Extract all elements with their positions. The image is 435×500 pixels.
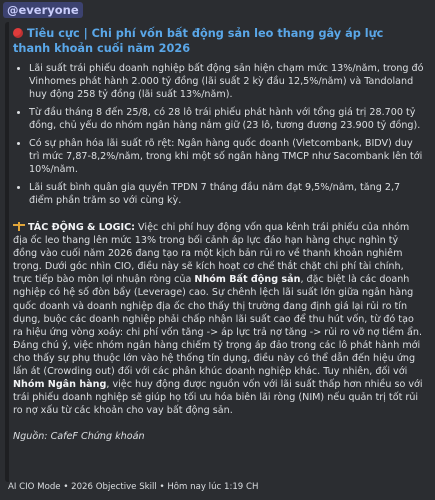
red-circle-icon xyxy=(13,28,23,38)
everyone-mention[interactable]: @everyone xyxy=(3,2,83,18)
impact-text-2: , đặc biệt là các doanh nghiệp có hệ số đòn bẩy (Leverage) cao. Sự chênh lệch lãi suất lớn giữa ngân hàng quốc doanh và doanh nghiệp địa ốc cho thấy thị trường đang định giá lại rủi ro tín dụng, buộc các doanh nghiệp phải chấp nhận lãi suất cao để thu hút vốn, từ đó tạo ra hiệu ứng vòng xoáy: chi phí vốn tăng -> áp lực trả nợ tăng -> rủi ro vỡ nợ tiềm ẩn. Đáng chú ý, việc nhóm ngân hàng chiếm tỷ trọng áp đảo trong các lô phát hành mới cho thấy sự phụ thuộc lớn vào hệ thống tín dụng, điều này có thể dẫn đến hiệu ứng lấn át (Crowding out) đối với các phân khúc doanh nghiệp khác. Tuy nhiên, đối với xyxy=(13,274,423,378)
bullet-list xyxy=(13,62,424,207)
embed-card xyxy=(5,22,430,482)
embed-body xyxy=(13,26,424,442)
list-item: • Lãi suất trái phiếu doanh nghiệp bất động sản hiện chạm mức 13%/năm, trong đó Vinhomes phát hành 2.000 tỷ đồng (lãi suất 2 kỳ đầu 12,5%/năm) và Tandoland huy động 258 tỷ đồng (lãi suất 13%/năm). xyxy=(29,62,424,101)
embed-title-text: Tiêu cực | Chi phí vốn bất động sản leo thang gây áp lực thanh khoản cuối năm 2026 xyxy=(13,27,384,55)
scales-icon xyxy=(13,222,25,231)
impact-heading: TÁC ĐỘNG & LOGIC: xyxy=(28,222,135,233)
source-line: Nguồn: CafeF Chứng khoán xyxy=(13,431,145,443)
list-item: • Lãi suất bình quân gia quyền TPDN 7 tháng đầu năm đạt 9,5%/năm, tăng 2,7 điểm phần trăm so với cùng kỳ. xyxy=(29,181,424,207)
embed-accent-bar xyxy=(5,22,9,482)
impact-bold-real-estate: Nhóm Bất động sản xyxy=(194,274,301,286)
list-item: • Từ đầu tháng 8 đến 25/8, có 28 lô trái phiếu phát hành với tổng giá trị 28.700 tỷ đồng, chủ yếu do nhóm ngân hàng nắm giữ (23 lô, tương đương 23.900 tỷ đồng). xyxy=(29,106,424,132)
impact-bold-banks: Nhóm Ngân hàng xyxy=(13,379,107,391)
embed-title xyxy=(13,26,424,56)
mention-line xyxy=(0,0,435,22)
embed-footer: AI CIO Mode • 2026 Objective Skill • Hôm nay lúc 1:19 CH xyxy=(8,482,259,492)
list-item: • Có sự phân hóa lãi suất rõ rệt: Ngân hàng quốc doanh (Vietcombank, BIDV) duy trì mức 7,87-8,2%/năm, trong khi một số ngân hàng TMCP như Sacombank lên tới 10%/năm. xyxy=(29,137,424,176)
impact-text-3: , việc huy động được nguồn vốn với lãi suất thấp hơn nhiều so với trái phiếu doanh nghiệp sẽ giúp họ tối ưu hóa biên lãi ròng (NIM) nếu quản trị tốt rủi ro nợ xấu từ các khoản cho vay bất động sản. xyxy=(13,379,423,417)
impact-paragraph xyxy=(13,221,424,417)
impact-text-1: Việc chi phí huy động vốn qua kênh trái phiếu của nhóm địa ốc leo thang lên mức 13% trong bối cảnh áp lực đáo hạn hàng chục nghìn tỷ đồng vào cuối năm 2026 đang tạo ra một kịch bản rủi ro về thanh khoản nghiêm trọng. Dưới góc nhìn CIO, điều này sẽ kích hoạt cơ chế thắt chặt chi phí tài chính, trực tiếp bào mòn lợi nhuận ròng của xyxy=(13,222,410,286)
